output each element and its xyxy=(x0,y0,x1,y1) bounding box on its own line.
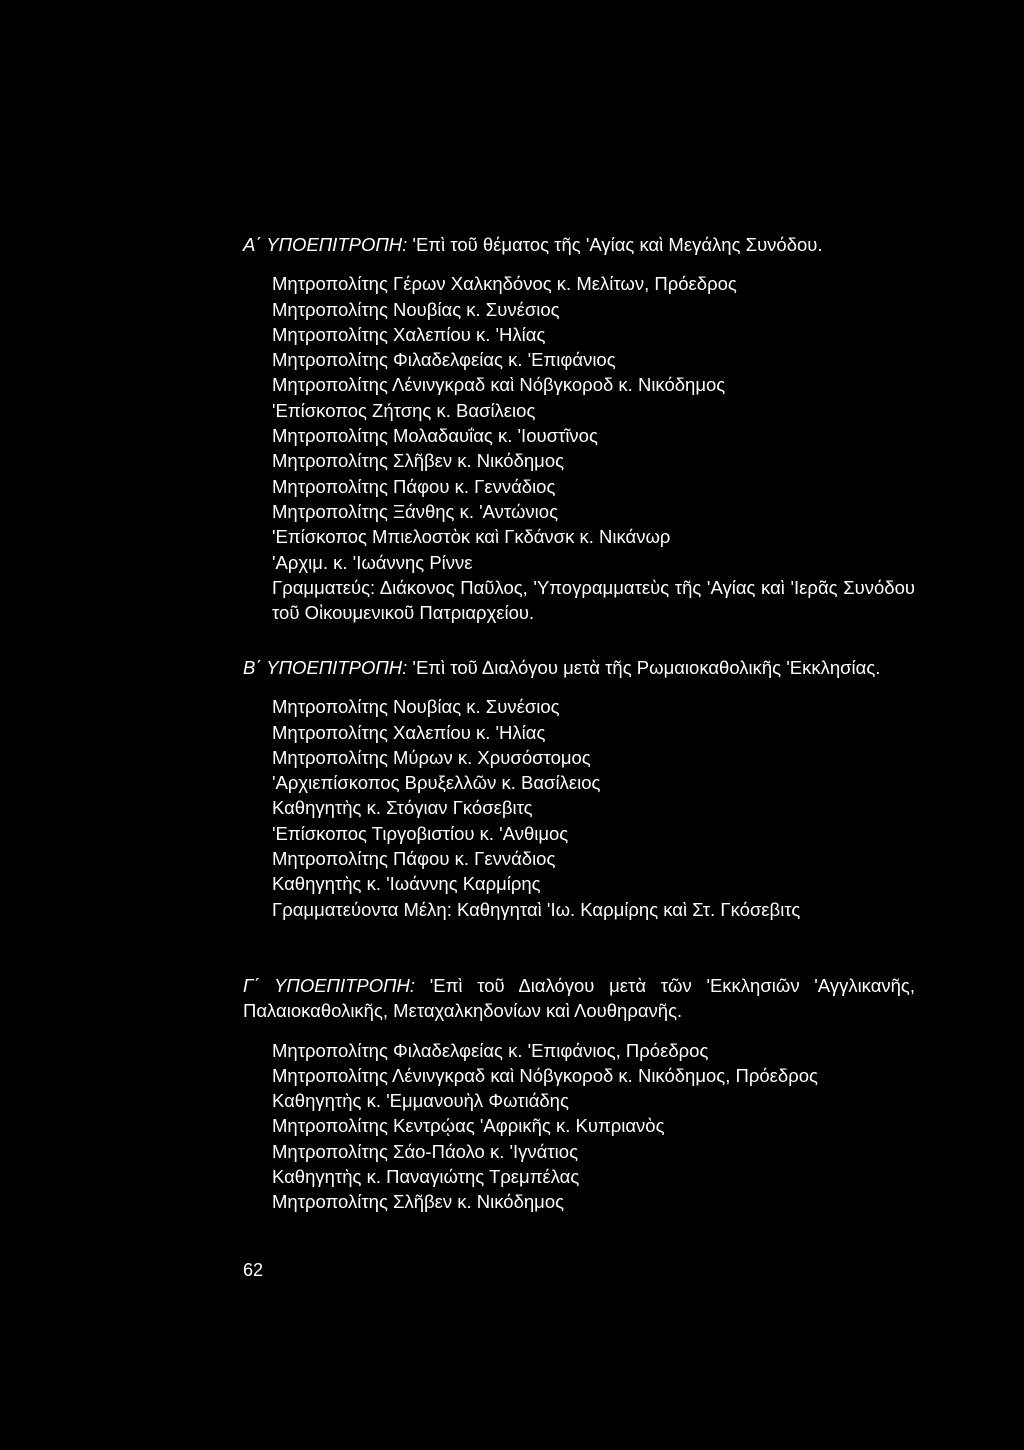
secretary-note: Γραμματεύς: Διάκονος Παῦλος, 'Υπογραμματεὺς τῆς 'Αγίας καὶ 'Ιερᾶς Συνόδου τοῦ Οἰκουμενικοῦ Πατριαρχείου. xyxy=(272,576,915,624)
subcommittee-b-heading xyxy=(243,655,915,680)
subcommittee-a xyxy=(243,232,915,625)
member-item: Μητροπολίτης Φιλαδελφείας κ. 'Επιφάνιος, Πρόεδρος xyxy=(272,1039,709,1061)
member-item: Μητροπολίτης Χαλεπίου κ. 'Ηλίας xyxy=(272,323,546,345)
subcommittee-b-topic: 'Επὶ τοῦ Διαλόγου μετὰ τῆς Ρωμαιοκαθολικῆς 'Εκκλησίας. xyxy=(407,657,881,678)
secretaries-note: Γραμματεύοντα Μέλη: Καθηγηταὶ 'Ιω. Καρμίρης καὶ Στ. Γκόσεβιτς xyxy=(272,898,801,920)
member-item: Μητροπολίτης Κεντρῴας 'Αφρικῆς κ. Κυπριανὸς xyxy=(272,1115,665,1137)
member-item: Καθηγητὴς κ. 'Ιωάννης Καρμίρης xyxy=(272,873,541,895)
member-item: Μητροπολίτης Ξάνθης κ. 'Αντώνιος xyxy=(272,500,558,522)
member-item: Μητροπολίτης Μολαδαυΐας κ. 'Ιουστῖνος xyxy=(272,425,598,447)
member-item: 'Επίσκοπος Μπιελοστὸκ καὶ Γκδάνσκ κ. Νικάνωρ xyxy=(272,526,671,548)
member-item: Μητροπολίτης Νουβίας κ. Συνέσιος xyxy=(272,696,560,718)
member-item: Μητροπολίτης Νουβίας κ. Συνέσιος xyxy=(272,298,560,320)
member-item: 'Επίσκοπος Τιργοβιστίου κ. 'Ανθιμος xyxy=(272,822,569,844)
member-item: Καθηγητὴς κ. Παναγιώτης Τρεμπέλας xyxy=(272,1166,580,1188)
member-item: Μητροπολίτης Σλῆβεν κ. Νικόδημος xyxy=(272,450,565,472)
subcommittee-a-heading xyxy=(243,232,915,257)
subcommittee-b xyxy=(243,655,915,922)
member-item: Μητροπολίτης Πάφου κ. Γεννάδιος xyxy=(272,475,556,497)
member-item: Καθηγητὴς κ. 'Εμμανουὴλ Φωτιάδης xyxy=(272,1090,569,1112)
subcommittee-a-topic: 'Επὶ τοῦ θέματος τῆς 'Αγίας καὶ Μεγάλης Συνόδου. xyxy=(407,234,823,255)
subcommittee-a-label: Α΄ ΥΠΟΕΠΙΤΡΟΠΗ: xyxy=(243,234,408,255)
member-item: Μητροπολίτης Χαλεπίου κ. 'Ηλίας xyxy=(272,721,546,743)
member-item: Μητροπολίτης Μύρων κ. Χρυσόστομος xyxy=(272,746,591,768)
member-item: Μητροπολίτης Σλῆβεν κ. Νικόδημος xyxy=(272,1191,565,1213)
subcommittee-c-heading xyxy=(243,973,915,1024)
member-item: Μητροπολίτης Πάφου κ. Γεννάδιος xyxy=(272,848,556,870)
subcommittee-a-members xyxy=(272,271,915,625)
member-item: Μητροπολίτης Λένινγκραδ καὶ Νόβγκοροδ κ. Νικόδημος, Πρόεδρος xyxy=(272,1064,818,1086)
member-item: Μητροπολίτης Λένινγκραδ καὶ Νόβγκοροδ κ. Νικόδημος xyxy=(272,374,726,396)
member-item: 'Αρχιεπίσκοπος Βρυξελλῶν κ. Βασίλειος xyxy=(272,772,601,794)
member-item: Μητροπολίτης Γέρων Χαλκηδόνος κ. Μελίτων, Πρόεδρος xyxy=(272,273,737,295)
member-item: Καθηγητὴς κ. Στόγιαν Γκόσεβιτς xyxy=(272,797,533,819)
member-item: 'Επίσκοπος Ζήτσης κ. Βασίλειος xyxy=(272,399,536,421)
subcommittee-c-label: Γ΄ ΥΠΟΕΠΙΤΡΟΠΗ: xyxy=(243,975,416,996)
subcommittee-c-topic: 'Επὶ τοῦ Διαλόγου μετὰ τῶν 'Εκκλησιῶν 'Αγγλικανῆς, Παλαιοκαθολικῆς, Μεταχαλκηδονίων καὶ Λουθηρανῆς. xyxy=(243,975,915,1022)
member-item: Μητροπολίτης Σάο-Πάολο κ. 'Ιγνάτιος xyxy=(272,1140,578,1162)
subcommittee-c-members xyxy=(272,1038,915,1215)
subcommittee-b-members xyxy=(272,694,915,922)
page-number: 62 xyxy=(243,1260,264,1280)
subcommittee-b-label: Β΄ ΥΠΟΕΠΙΤΡΟΠΗ: xyxy=(243,657,408,678)
subcommittee-c xyxy=(243,973,915,1215)
member-item: Μητροπολίτης Φιλαδελφείας κ. 'Επιφάνιος xyxy=(272,349,616,371)
member-item: 'Αρχιμ. κ. 'Ιωάννης Ρίννε xyxy=(272,551,473,573)
